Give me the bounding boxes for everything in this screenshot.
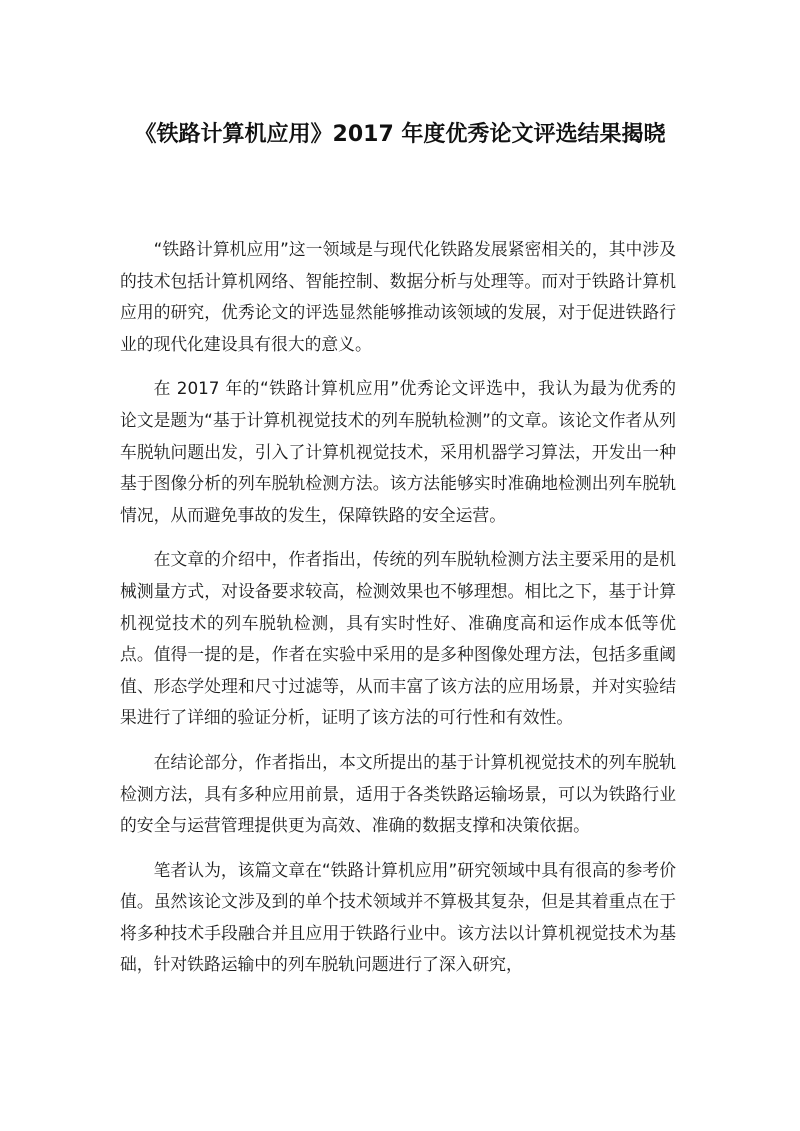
paragraph-method-introduction: 在文章的介绍中，作者指出，传统的列车脱轨检测方法主要采用的是机械测量方式，对设备要求较高，检测效果也不够理想。相比之下，基于计算机视觉技术的列车脱轨检测，具有实时性好、准确度高和运作成本低等优点。值得一提的是，作者在实验中采用的是多种图像处理方法，包括多重阈值、形态学处理和尺寸过滤等，从而丰富了该方法的应用场景，并对实验结果进行了详细的验证分析，证明了该方法的可行性和有效性。	[120, 549, 676, 728]
document-title: 《铁路计算机应用》2017 年度优秀论文评选结果揭晓	[134, 122, 666, 147]
paragraph-conclusion: 在结论部分，作者指出，本文所提出的基于计算机视觉技术的列车脱轨检测方法，具有多种应用前景，适用于各类铁路运输场景，可以为铁路行业的安全与运营管理提供更为高效、准确的数据支撑和决策依据。	[120, 751, 676, 836]
document-body	[120, 234, 676, 994]
paragraph-best-paper: 在 2017 年的“铁路计算机应用”优秀论文评选中，我认为最为优秀的论文是题为“基于计算机视觉技术的列车脱轨检测”的文章。该论文作者从列车脱轨问题出发，引入了计算机视觉技术，采用机器学习算法，开发出一种基于图像分析的列车脱轨检测方法。该方法能够实时准确地检测出列车脱轨情况，从而避免事故的发生，保障铁路的安全运营。	[120, 378, 676, 525]
paragraph-intro: “铁路计算机应用”这一领域是与现代化铁路发展紧密相关的，其中涉及的技术包括计算机网络、智能控制、数据分析与处理等。而对于铁路计算机应用的研究，优秀论文的评选显然能够推动该领域的发展，对于促进铁路行业的现代化建设具有很大的意义。	[120, 239, 676, 354]
paragraph-author-opinion: 笔者认为，该篇文章在“铁路计算机应用”研究领域中具有很高的参考价值。虽然该论文涉及到的单个技术领域并不算极其复杂，但是其着重点在于将多种技术手段融合并且应用于铁路行业中。该方法以计算机视觉技术为基础，针对铁路运输中的列车脱轨问题进行了深入研究，	[120, 859, 676, 975]
